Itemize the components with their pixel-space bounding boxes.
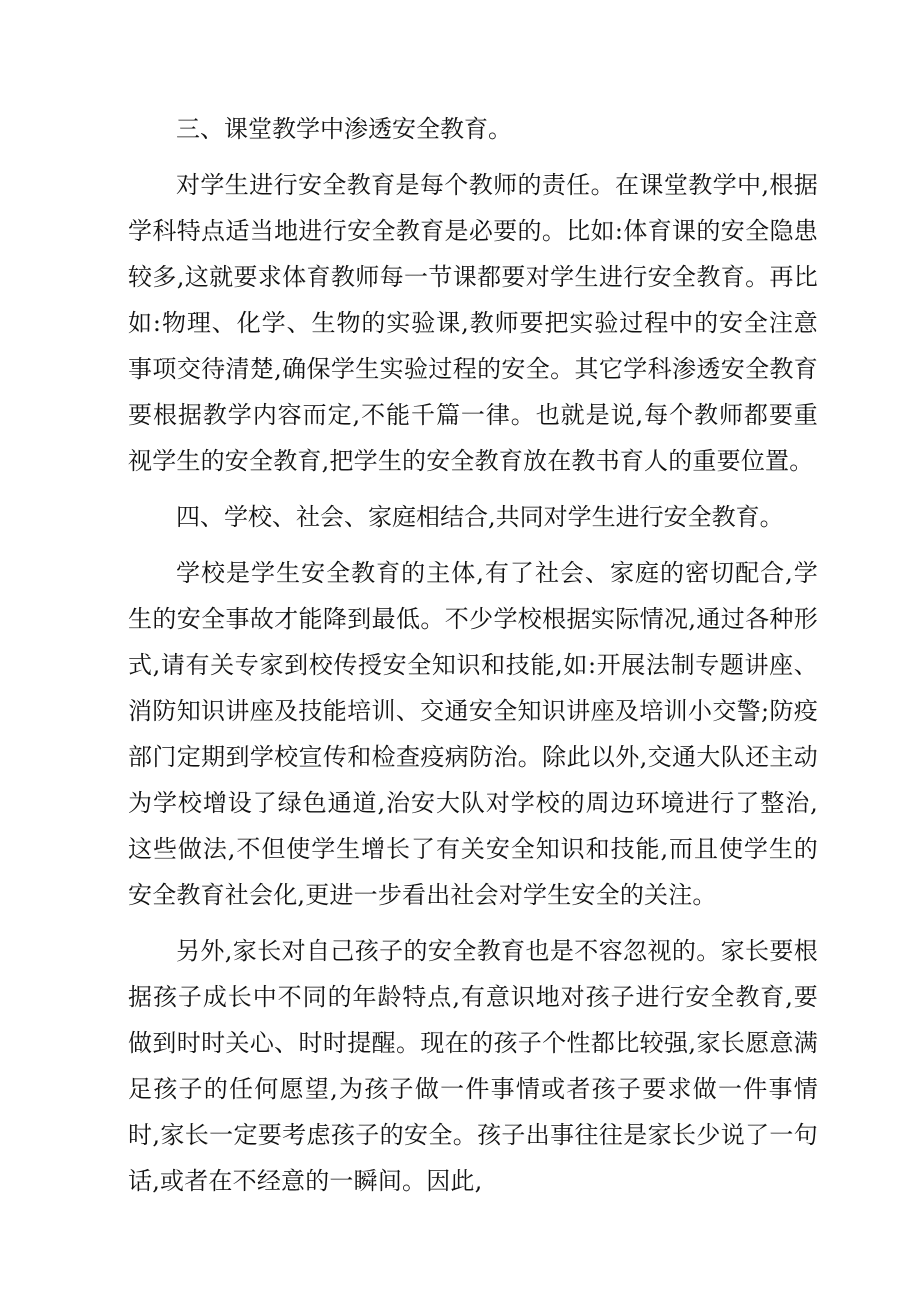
document-body — [128, 106, 818, 1204]
section-heading-4: 四、学校、社会、家庭相结合,共同对学生进行安全教育。 — [176, 503, 784, 531]
section-4-paragraph-2: 另外,家长对自己孩子的安全教育也是不容忽视的。家长要根据孩子成长中不同的年龄特点,有意识地对孩子进行安全教育,要做到时时关心、时时提醒。现在的孩子个性都比较强,家长愿意满足孩子的任何愿望,为孩子做一件事情或者孩子要求做一件事情时,家长一定要考虑孩子的安全。孩子出事往往是家长少说了一句话,或者在不经意的一瞬间。因此, — [128, 937, 818, 1195]
section-3-paragraph: 对学生进行安全教育是每个教师的责任。在课堂教学中,根据学科特点适当地进行安全教育是必要的。比如:体育课的安全隐患较多,这就要求体育教师每一节课都要对学生进行安全教育。再比如:物理、化学、生物的实验课,教师要把实验过程中的安全注意事项交待清楚,确保学生实验过程的安全。其它学科渗透安全教育要根据教学内容而定,不能千篇一律。也就是说,每个教师都要重视学生的安全教育,把学生的安全教育放在教书育人的重要位置。 — [128, 171, 818, 475]
section-heading-3: 三、课堂教学中渗透安全教育。 — [176, 115, 512, 143]
section-4-paragraph-1: 学校是学生安全教育的主体,有了社会、家庭的密切配合,学生的安全事故才能降到最低。不少学校根据实际情况,通过各种形式,请有关专家到校传授安全知识和技能,如:开展法制专题讲座、消防知识讲座及技能培训、交通安全知识讲座及培训小交警;防疫部门定期到学校宣传和检查疫病防治。除此以外,交通大队还主动为学校增设了绿色通道,治安大队对学校的周边环境进行了整治,这些做法,不但使学生增长了有关安全知识和技能,而且使学生的安全教育社会化,更进一步看出社会对学生安全的关注。 — [128, 559, 818, 909]
